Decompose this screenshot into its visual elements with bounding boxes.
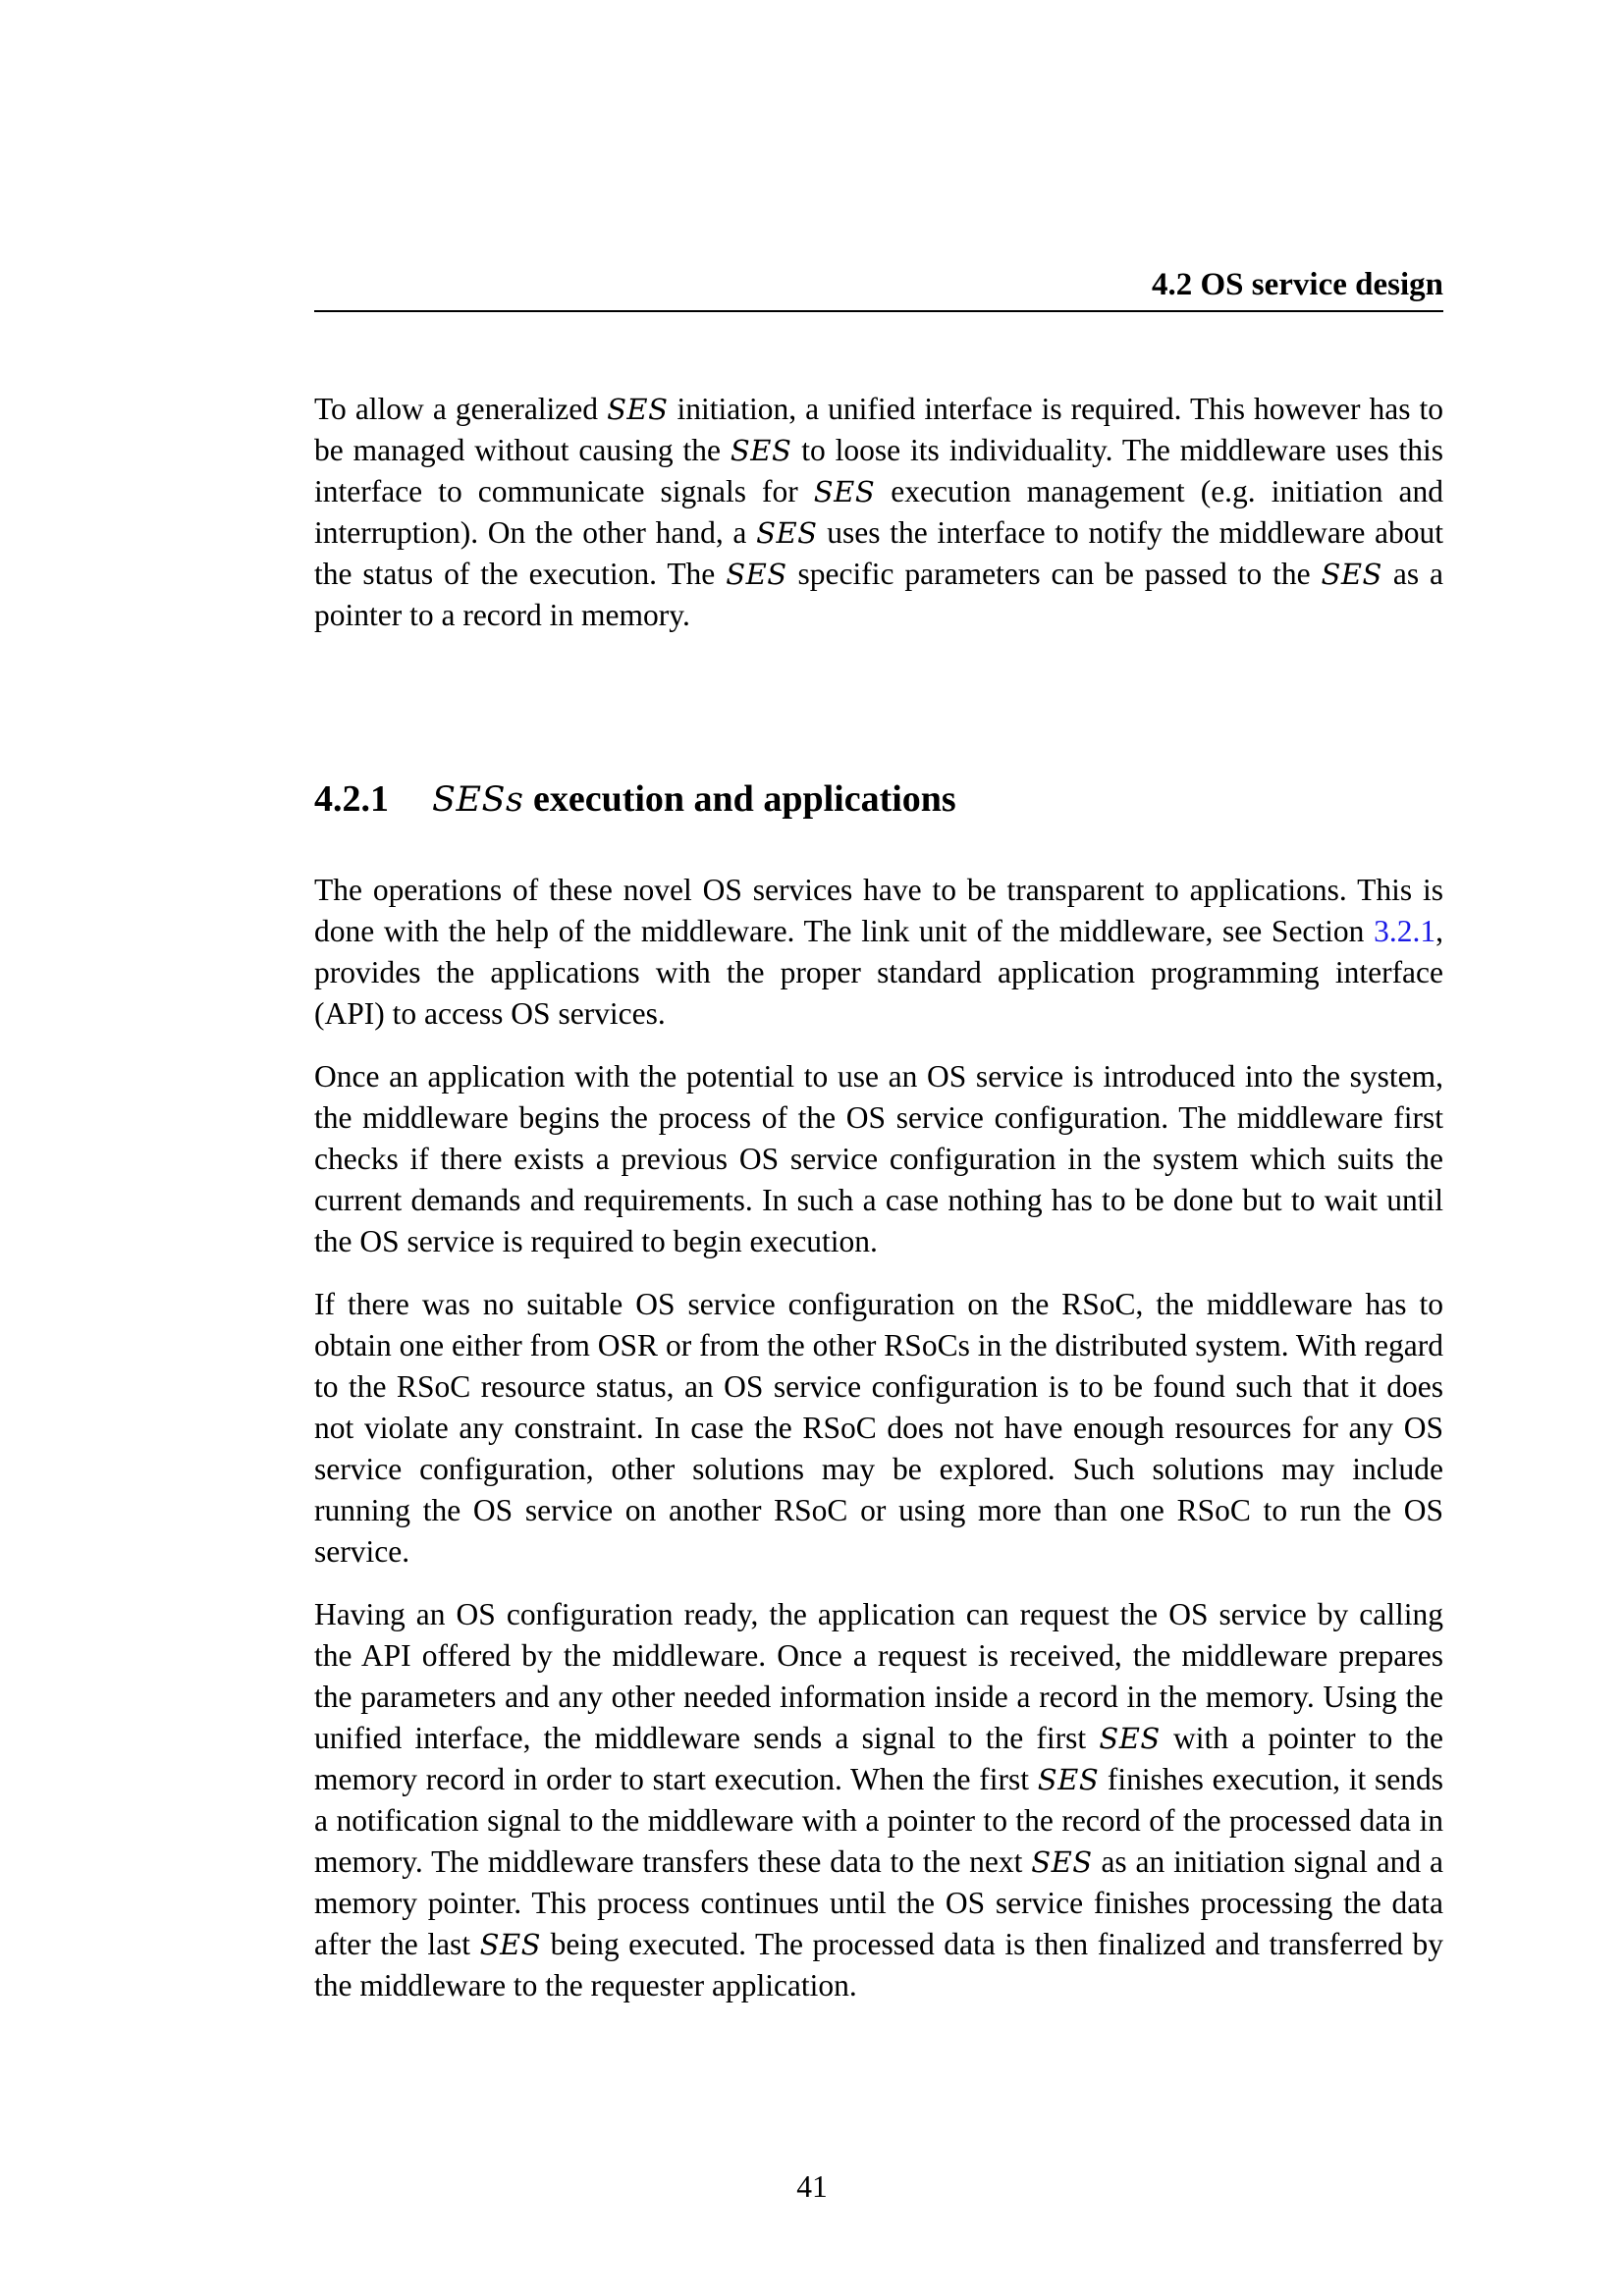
text-run: The operations of these novel OS services have to be transparent to applications. This is done with the help of the middleware. The link unit of the middleware, see Section	[314, 873, 1443, 948]
section-heading	[314, 775, 1443, 824]
header-rule	[314, 310, 1443, 312]
math-ses: SES	[479, 1928, 542, 1961]
paragraph-1	[314, 870, 1443, 1035]
running-head: 4.2 OS service design	[1152, 267, 1443, 302]
paragraph-2: Once an application with the potential to use an OS service is introduced into the system, the middleware begins the process of the OS service configuration. The middleware first checks if there exists a previous OS service configuration in the system which suits the current demands and requirements. In such a case nothing has to be done but to wait until the OS service is required to begin execution.	[314, 1059, 1443, 1258]
section-title: execution and applications	[523, 778, 956, 820]
math-ses: SES	[756, 516, 818, 550]
section-number: 4.2.1	[314, 778, 389, 820]
text-run: to loose its individuality. The middleware uses this interface to communicate signals for	[314, 433, 1443, 508]
math-ses: SES	[726, 558, 787, 591]
text-run: uses the interface to notify the middleware about the status of the execution. The	[314, 515, 1444, 591]
intro-section	[314, 389, 1443, 636]
text-run: , provides the applications with the proper standard application programming interface (API) to access OS services.	[314, 914, 1443, 1031]
text-run: execution management (e.g. initiation and interruption). On the other hand, a	[314, 474, 1443, 550]
text-run: being executed. The processed data is then finalized and transferred by the middleware to the requester application.	[314, 1927, 1443, 2002]
text-run: as a pointer to a record in memory.	[314, 557, 1443, 632]
text-run: as an initiation signal and a memory pointer. This process continues until the OS service finishes processing the data after the last	[314, 1844, 1443, 1961]
text-run: To allow a generalized	[314, 392, 608, 426]
text-run: finishes execution, it sends a notification signal to the middleware with a pointer to the record of the processed data in memory. The middleware transfers these data to the next	[314, 1762, 1443, 1879]
math-ses: SES	[813, 475, 876, 508]
section-title-math: SESs	[432, 780, 524, 820]
math-ses: SES	[1099, 1722, 1161, 1755]
text-run: initiation, a unified interface is required. This however has to be managed without causing the	[314, 392, 1444, 467]
math-ses: SES	[1037, 1763, 1100, 1796]
section-reference-link[interactable]: 3.2.1	[1374, 914, 1436, 948]
text-run: specific parameters can be passed to the	[786, 557, 1322, 591]
paragraph-4	[314, 1594, 1443, 2006]
page-number: 41	[796, 2169, 828, 2204]
math-ses: SES	[1031, 1845, 1093, 1879]
text-run: Having an OS configuration ready, the application can request the OS service by calling the API offered by the middleware. Once a request is received, the middleware prepares the parameters and any other needed information inside a record in the memory. Using the unified interface, the middleware sends a signal to the first	[314, 1597, 1443, 1755]
paragraph-3: If there was no suitable OS service configuration on the RSoC, the middleware has to obtain one either from OSR or from the other RSoCs in the distributed system. With regard to the RSoC resource status, an OS service configuration is to be found such that it does not violate any constraint. In case the RSoC does not have enough resources for any OS service configuration, other solutions may be explored. Such solutions may include running the OS service on another RSoC or using more than one RSoC to run the OS service.	[314, 1287, 1443, 1569]
math-ses: SES	[1321, 558, 1382, 591]
math-ses: SES	[730, 434, 792, 467]
text-run: with a pointer to the memory record in order to start execution. When the first	[314, 1721, 1443, 1796]
math-ses: SES	[607, 393, 669, 426]
section-body	[314, 870, 1443, 2006]
intro-paragraph	[314, 389, 1443, 636]
